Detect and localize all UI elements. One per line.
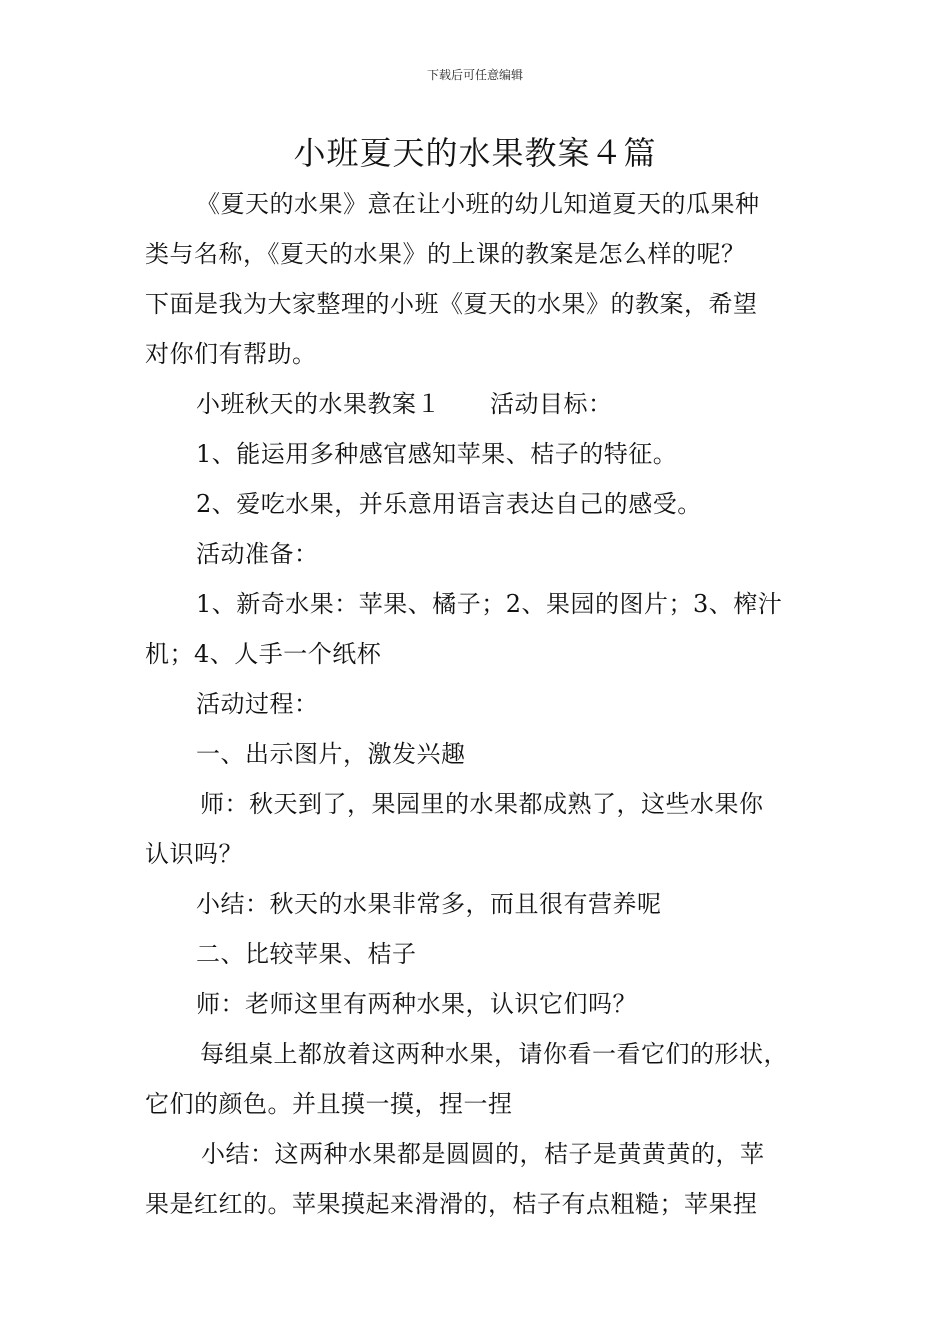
paragraph-line: 下面是我为大家整理的小班《夏天的水果》的教案，希望	[145, 290, 758, 318]
paragraph-line: 小结：这两种水果都是圆圆的，桔子是黄黄黄的，苹	[201, 1140, 765, 1168]
paragraph-line: 一、出示图片，激发兴趣	[196, 740, 466, 768]
paragraph-line: 《夏天的水果》意在让小班的幼儿知道夏天的瓜果种	[196, 190, 760, 218]
paragraph-line: 类与名称，《夏天的水果》的上课的教案是怎么样的呢？	[145, 240, 746, 268]
paragraph-line: 二、比较苹果、桔子	[196, 940, 417, 968]
paragraph-line: 活动过程：	[196, 690, 319, 718]
paragraph-line: 它们的颜色。并且摸一摸，捏一捏	[145, 1090, 513, 1118]
header-note: 下载后可任意编辑	[426, 68, 523, 82]
paragraph-line: 1、新奇水果：苹果、橘子；2、果园的图片；3、榨汁	[196, 590, 783, 618]
paragraph-line: 1、能运用多种感官感知苹果、桔子的特征。	[196, 440, 678, 468]
page-title: 小班夏天的水果教案４篇	[293, 134, 657, 172]
paragraph-line: 活动准备：	[196, 540, 319, 568]
paragraph-line: 小结：秋天的水果非常多，而且很有营养呢	[196, 890, 662, 918]
paragraph-line: 果是红红的。苹果摸起来滑滑的，桔子有点粗糙；苹果捏	[145, 1190, 758, 1218]
paragraph-line: 小班秋天的水果教案１ 活动目标：	[196, 390, 613, 418]
paragraph-line: 师：老师这里有两种水果，认识它们吗？	[196, 990, 637, 1018]
paragraph-line: 师：秋天到了，果园里的水果都成熟了，这些水果你	[200, 790, 764, 818]
paragraph-line: 每组桌上都放着这两种水果，请你看一看它们的形状，	[200, 1040, 788, 1068]
paragraph-line: 对你们有帮助。	[145, 340, 317, 368]
paragraph-line: 认识吗？	[145, 840, 243, 868]
paragraph-line: 2、爱吃水果，并乐意用语言表达自己的感受。	[196, 490, 702, 518]
paragraph-line: 机；4、人手一个纸杯	[145, 640, 382, 668]
